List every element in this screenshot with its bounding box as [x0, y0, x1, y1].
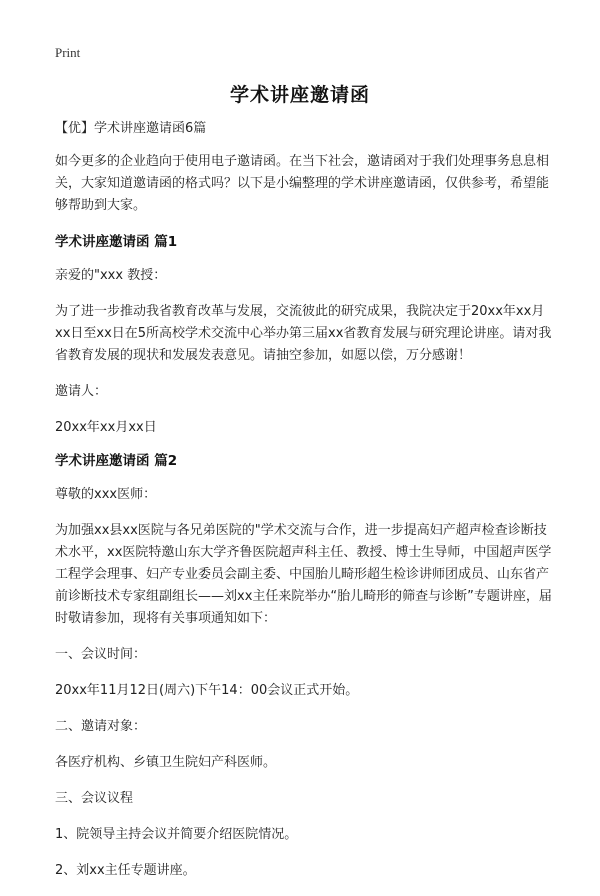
agenda-item: 2、刘xx主任专题讲座。	[55, 863, 196, 878]
meeting-time-label: 一、会议时间：	[55, 647, 147, 662]
audience-text: 各医疗机构、乡镇卫生院妇产科医师。	[55, 755, 277, 770]
section-2-body: 为加强xx县xx医院与各兄弟医院的"学术交流与合作，进一步提高妇产超声检查诊断技术水平，xx医院特邀山东大学齐鲁医院超声科主任、教授、博士生导师，中国超声医学工程学会理事、妇产专业委员会副主委、中国胎儿畸形超生检诊讲师团成员、山东省产前诊断技术专家组副组长——刘xx主任来院举办“胎儿畸形的筛查与诊断”专题讲座，届时敬请参加，现将有关事项通知如下：	[55, 523, 552, 626]
section-1-date: 20xx年xx月xx日	[55, 420, 157, 435]
section-1-body: 为了进一步推动我省教育改革与发展，交流彼此的研究成果，我院决定于20xx年xx月xx日至xx日在5所高校学术交流中心举办第三届xx省教育发展与研究理论讲座。请对我省教育发展的现状和发展发表意见。请抽空参加，如愿以偿，万分感谢！	[55, 304, 552, 363]
meeting-time-text: 20xx年11月12日(周六)下午14：00会议正式开始。	[55, 683, 359, 698]
page-title: 学术讲座邀请函	[229, 84, 370, 106]
audience-label: 二、邀请对象：	[55, 719, 147, 734]
agenda-label: 三、会议议程	[55, 791, 134, 806]
section-1-inviter: 邀请人：	[55, 384, 108, 399]
print-label: Print	[55, 45, 81, 60]
section-2-salutation: 尊敬的xxx医师：	[55, 487, 157, 502]
section-1-heading: 学术讲座邀请函 篇1	[55, 234, 178, 250]
section-1-salutation: 亲爱的"xxx 教授：	[55, 268, 167, 283]
document-subtitle: 【优】学术讲座邀请函6篇	[55, 121, 207, 136]
intro-paragraph: 如今更多的企业趋向于使用电子邀请函。在当下社会，邀请函对于我们处理事务息息相关，大家知道邀请函的格式吗？以下是小编整理的学术讲座邀请函，仅供参考，希望能够帮助到大家。	[55, 154, 550, 213]
document-body	[55, 118, 555, 896]
section-2-heading: 学术讲座邀请函 篇2	[55, 453, 178, 469]
agenda-item: 1、院领导主持会议并简要介绍医院情况。	[55, 827, 298, 842]
